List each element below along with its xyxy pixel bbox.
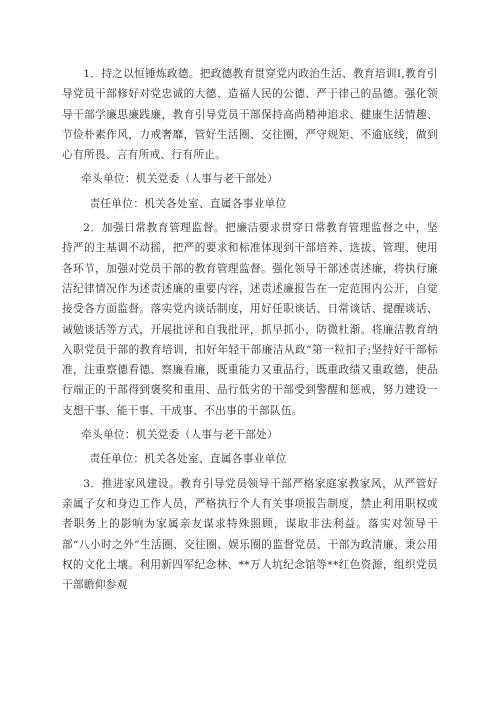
section-2-paragraph: 2．加强日常教育管理监督。把廉洁要求贯穿日常教育管理监督之中，坚持严的主基调不动摇，把严的要求和标准体现到干部培养、选拔、管理、使用各环节，加强对党员干部的教育管理监督。强化领导干部述责述廉，将执行廉洁纪律情况作为述责述廉的重要内容，述责述廉报告在一定范围内公开，自觉接受各方面监督。落实党内谈话制度，用好任职谈话、日常谈话、提醒谈话、诫勉谈话等方式，开展批评和自我批评，抓早抓小，防微杜渐。将廉洁教育纳入职党员干部的教育培训，扣好年轻干部廉洁从政“第一粒扣子;坚持好干部标准，注重察德看德、察廉看廉，既重能力又重品行，既重政绩又重政德，使品行端正的干部得到褒奖和重用、品行低劣的干部受到警醒和惩戒，努力建设一支想干事、能干事、干成事、不出事的干部队伍。 (62, 222, 438, 417)
section-1-paragraph: 1．持之以恒锤炼政德。把政德教育贯穿党内政治生活、教育培训Ⅰ,教育引导党员干部修好对党忠诚的大德、造福人民的公德、严于律己的品德。强化领导干部学廉思廉践廉，教育引导党员干部保持高尚精神追求、健康生活情趣、节俭朴素作风，力戒奢靡，管好生活圈、交往圈，严守规矩、不逾底线，做到心有所畏、言有所戒、行有所止。 (62, 68, 438, 162)
section-1-responsible-unit: 责任单位：机关各处室、直属各事业单位 (89, 197, 287, 210)
section-2-responsible-unit: 责任单位：机关各处室、直属各事业单位 (89, 453, 287, 466)
section-3-paragraph: 3．推进家风建设。教育引导党员领导干部严格家庭家教家风，从严管好亲属子女和身边工作人员，严格执行个人有关事项报告制度，禁止利用职权或者职务上的影响为家属亲友谋求特殊照顾，谋取非法利益。落实对领导干部“八小时之外”生活圈、交往圈、娱乐圈的监督党员、干部为政清廉、秉公用权的文化土壤。利用新四军纪念林、**万人坑纪念馆等**红色资源，组织党员干部瞻仰参观 (62, 477, 438, 592)
section-1-lead-unit: 牵头单位：机关党委（人事与老干部处） (81, 173, 279, 186)
section-2-lead-unit: 牵头单位：机关党委（人事与老干部处） (81, 429, 279, 442)
